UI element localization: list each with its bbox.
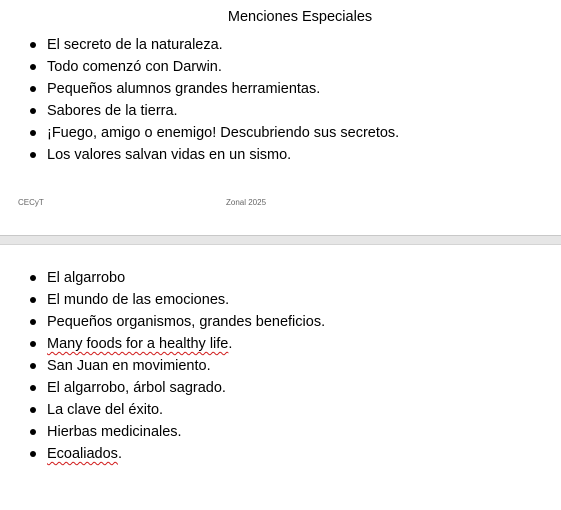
list-item-text: Hierbas medicinales. bbox=[47, 424, 182, 440]
list-item-text: Todo comenzó con Darwin. bbox=[47, 59, 222, 75]
list-item-text: Sabores de la tierra. bbox=[47, 103, 178, 119]
list-item[interactable] bbox=[0, 311, 325, 333]
bullet-icon bbox=[30, 130, 36, 136]
bullet-icon bbox=[30, 297, 36, 303]
bullet-list-page-2 bbox=[0, 267, 325, 465]
list-item[interactable] bbox=[0, 377, 325, 399]
bullet-icon bbox=[30, 108, 36, 114]
list-item[interactable] bbox=[0, 78, 399, 100]
bullet-icon bbox=[30, 341, 36, 347]
page-heading: Menciones Especiales bbox=[227, 9, 373, 25]
spellcheck-flagged-text[interactable]: Ecoaliados bbox=[47, 446, 118, 462]
list-item[interactable] bbox=[0, 289, 325, 311]
bullet-icon bbox=[30, 385, 36, 391]
list-item[interactable] bbox=[0, 333, 325, 355]
list-item[interactable] bbox=[0, 122, 399, 144]
bullet-icon bbox=[30, 451, 36, 457]
list-item-text: Los valores salvan vidas en un sismo. bbox=[47, 147, 292, 163]
list-item-text: La clave del éxito. bbox=[47, 402, 164, 418]
list-item-text: El algarrobo bbox=[47, 270, 126, 286]
bullet-icon bbox=[30, 152, 36, 158]
list-item-text: San Juan en movimiento. bbox=[47, 358, 211, 374]
document-page-1[interactable] bbox=[0, 0, 561, 235]
list-item[interactable] bbox=[0, 34, 399, 56]
list-item-text: El mundo de las emociones. bbox=[47, 292, 230, 308]
list-item[interactable] bbox=[0, 443, 325, 465]
document-page-2[interactable] bbox=[0, 245, 561, 510]
bullet-icon bbox=[30, 407, 36, 413]
list-item-text: . bbox=[228, 336, 233, 352]
list-item-text: ¡Fuego, amigo o enemigo! Descubriendo sus secretos. bbox=[47, 125, 400, 141]
footer-center-text: Zonal 2025 bbox=[226, 198, 267, 207]
page-separator bbox=[0, 235, 561, 245]
bullet-icon bbox=[30, 275, 36, 281]
bullet-icon bbox=[30, 42, 36, 48]
bullet-icon bbox=[30, 319, 36, 325]
list-item[interactable] bbox=[0, 399, 325, 421]
list-item-text: . bbox=[117, 446, 122, 462]
list-item-text: Pequeños organismos, grandes beneficios. bbox=[47, 314, 326, 330]
list-item-text: El secreto de la naturaleza. bbox=[47, 37, 223, 53]
footer-left-text: CECyT bbox=[18, 198, 44, 207]
list-item[interactable] bbox=[0, 267, 325, 289]
list-item[interactable] bbox=[0, 421, 325, 443]
list-item[interactable] bbox=[0, 144, 399, 166]
list-item-text: Pequeños alumnos grandes herramientas. bbox=[47, 81, 321, 97]
bullet-icon bbox=[30, 64, 36, 70]
list-item-text: El algarrobo, árbol sagrado. bbox=[47, 380, 226, 396]
bullet-list-page-1 bbox=[0, 34, 399, 166]
bullet-icon bbox=[30, 429, 36, 435]
list-item[interactable] bbox=[0, 56, 399, 78]
list-item[interactable] bbox=[0, 355, 325, 377]
list-item[interactable] bbox=[0, 100, 399, 122]
bullet-icon bbox=[30, 363, 36, 369]
spellcheck-flagged-text[interactable]: Many foods for a healthy life bbox=[47, 336, 229, 352]
bullet-icon bbox=[30, 86, 36, 92]
